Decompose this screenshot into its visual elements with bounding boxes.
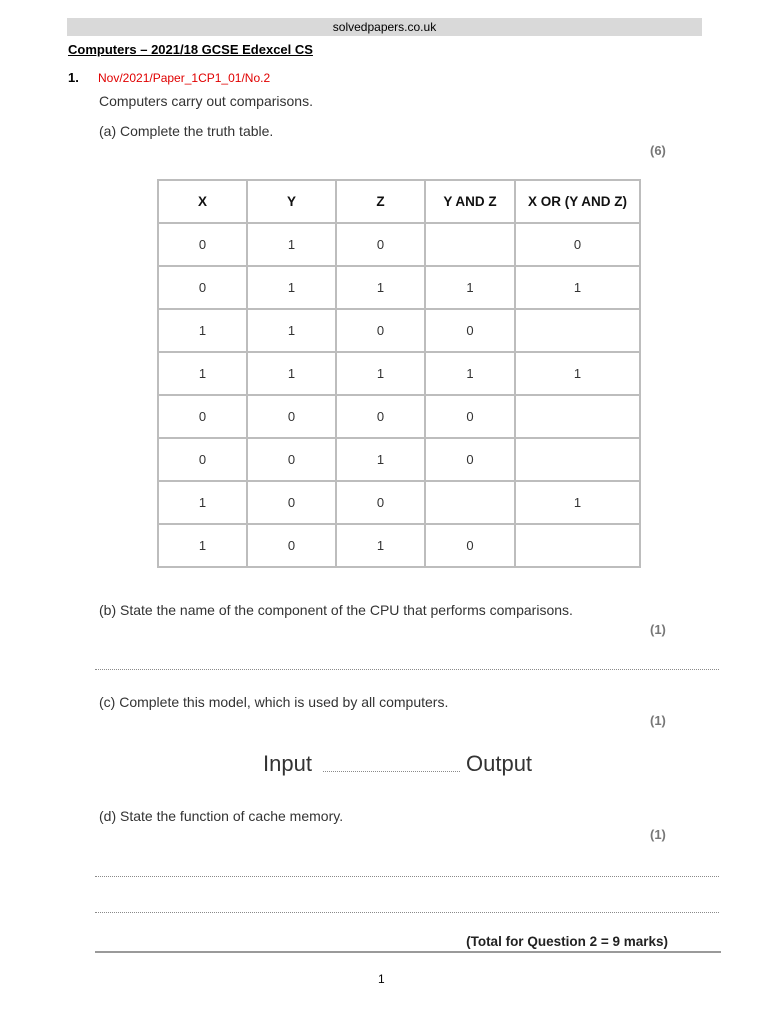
cell-x: 0 — [158, 438, 247, 481]
table-row — [158, 524, 640, 567]
part-c-text: (c) Complete this model, which is used by all computers. — [99, 694, 449, 710]
cell-x: 0 — [158, 395, 247, 438]
document-title: Computers – 2021/18 GCSE Edexcel CS — [68, 42, 313, 57]
truth-table — [157, 179, 641, 568]
cell-y-and-z: 0 — [425, 524, 515, 567]
question-intro: Computers carry out comparisons. — [99, 93, 313, 109]
cell-y: 1 — [247, 266, 336, 309]
model-output-label: Output — [466, 751, 533, 776]
cell-y: 0 — [247, 524, 336, 567]
cell-x-or-y-and-z: 1 — [515, 266, 640, 309]
part-c-marks: (1) — [650, 713, 666, 728]
question-reference: Nov/2021/Paper_1CP1_01/No.2 — [98, 71, 271, 85]
cell-x: 0 — [158, 266, 247, 309]
table-row — [158, 223, 640, 266]
part-b-text: (b) State the name of the component of the CPU that performs comparisons. — [99, 602, 573, 618]
page-number: 1 — [378, 972, 385, 986]
part-d-text: (d) State the function of cache memory. — [99, 808, 344, 824]
part-b-answer-line[interactable] — [95, 669, 719, 670]
cell-y: 0 — [247, 395, 336, 438]
cell-x: 0 — [158, 223, 247, 266]
cell-z: 0 — [336, 481, 425, 524]
cell-x: 1 — [158, 524, 247, 567]
part-b-marks: (1) — [650, 622, 666, 637]
part-a-marks: (6) — [650, 143, 666, 158]
table-row — [158, 438, 640, 481]
header-y: Y — [247, 180, 336, 223]
header-x: X — [158, 180, 247, 223]
header-x-or-y-and-z: X OR (Y AND Z) — [515, 180, 640, 223]
cell-y-and-z: 1 — [425, 266, 515, 309]
cell-x-or-y-and-z: 1 — [515, 481, 640, 524]
cell-y-and-z: 0 — [425, 438, 515, 481]
cell-y: 1 — [247, 223, 336, 266]
part-d-answer-line-1[interactable] — [95, 876, 719, 877]
table-row — [158, 309, 640, 352]
table-row — [158, 395, 640, 438]
cell-x-or-y-and-z[interactable] — [515, 524, 640, 567]
truth-table-header-row — [158, 180, 640, 223]
cell-y-and-z: 0 — [425, 309, 515, 352]
cell-y-and-z[interactable] — [425, 223, 515, 266]
part-d-answer-line-2[interactable] — [95, 912, 719, 913]
cell-y-and-z: 1 — [425, 352, 515, 395]
cell-x-or-y-and-z: 1 — [515, 352, 640, 395]
cell-z: 0 — [336, 309, 425, 352]
site-header: solvedpapers.co.uk — [67, 18, 702, 36]
table-row — [158, 266, 640, 309]
cell-y: 1 — [247, 309, 336, 352]
cell-y: 0 — [247, 438, 336, 481]
cell-x-or-y-and-z[interactable] — [515, 309, 640, 352]
cell-x-or-y-and-z: 0 — [515, 223, 640, 266]
cell-z: 1 — [336, 352, 425, 395]
table-row — [158, 481, 640, 524]
cell-y: 0 — [247, 481, 336, 524]
cell-z: 1 — [336, 266, 425, 309]
header-z: Z — [336, 180, 425, 223]
header-y-and-z: Y AND Z — [425, 180, 515, 223]
table-row — [158, 352, 640, 395]
cell-x: 1 — [158, 481, 247, 524]
total-divider — [95, 951, 721, 953]
cell-x-or-y-and-z[interactable] — [515, 395, 640, 438]
cell-x-or-y-and-z[interactable] — [515, 438, 640, 481]
cell-y-and-z[interactable] — [425, 481, 515, 524]
model-input-label: Input — [263, 751, 312, 776]
cell-y-and-z: 0 — [425, 395, 515, 438]
cell-x: 1 — [158, 309, 247, 352]
part-a-text: (a) Complete the truth table. — [99, 123, 274, 139]
question-total: (Total for Question 2 = 9 marks) — [466, 934, 668, 949]
model-answer-blank[interactable] — [323, 771, 460, 772]
cell-z: 0 — [336, 223, 425, 266]
cell-x: 1 — [158, 352, 247, 395]
cell-y: 1 — [247, 352, 336, 395]
cell-z: 1 — [336, 438, 425, 481]
cell-z: 1 — [336, 524, 425, 567]
part-d-marks: (1) — [650, 827, 666, 842]
question-number: 1. — [68, 70, 79, 85]
cell-z: 0 — [336, 395, 425, 438]
